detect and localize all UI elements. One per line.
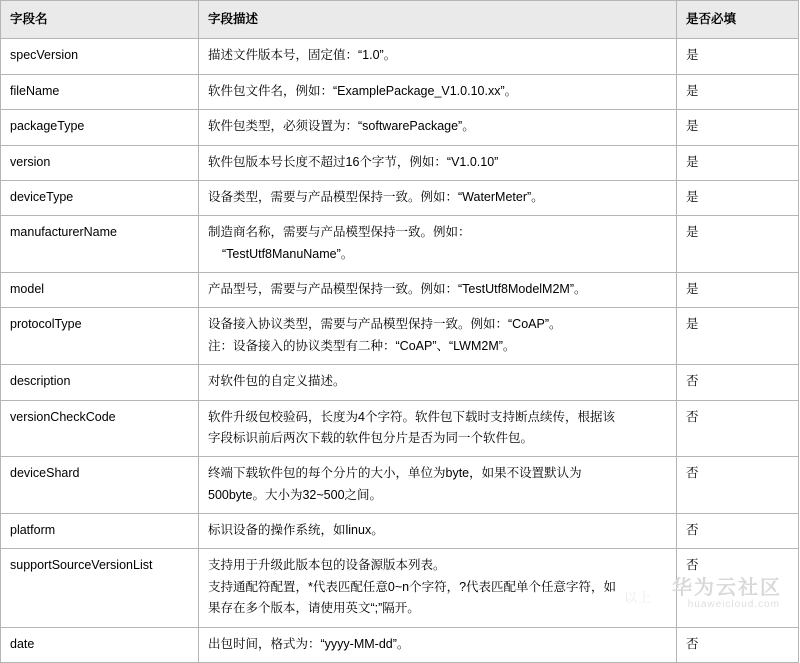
field-name-cell: manufacturerName: [1, 216, 199, 273]
description-line: 产品型号，需要与产品模型保持一致。例如：“TestUtf8ModelM2M”。: [208, 282, 587, 296]
required-cell: 否: [677, 514, 799, 549]
field-name-cell: versionCheckCode: [1, 400, 199, 457]
field-description-cell: [199, 457, 677, 514]
field-name-cell: deviceType: [1, 180, 199, 215]
field-name-cell: protocolType: [1, 308, 199, 365]
required-cell: 是: [677, 145, 799, 180]
description-line: 出包时间，格式为：“yyyy-MM-dd”。: [208, 636, 410, 651]
watermark-ghost-text: 以上: [624, 590, 653, 605]
header-required: 是否必填: [677, 1, 799, 39]
field-description-cell: [199, 145, 677, 180]
table-row: [1, 627, 799, 662]
field-name-cell: description: [1, 365, 199, 400]
description-line: 标识设备的操作系统，如linux。: [208, 523, 384, 537]
field-name-cell: date: [1, 627, 199, 662]
table-row: [1, 365, 799, 400]
table-row: [1, 216, 799, 273]
description-line: 软件包类型，必须设置为：“softwarePackage”。: [208, 119, 475, 134]
table-row: [1, 74, 799, 109]
table-row: [1, 308, 799, 365]
description-line: 软件包文件名，例如：“ExamplePackage_V1.0.10.xx”。: [208, 83, 518, 98]
description-line: 果存在多个版本，请使用英文“;”隔开。: [208, 601, 420, 616]
field-description-cell: [199, 365, 677, 400]
table-row: [1, 514, 799, 549]
field-name-cell: specVersion: [1, 39, 199, 74]
description-line: 设备类型，需要与产品模型保持一致。例如：“WaterMeter”。: [208, 189, 544, 204]
field-name-cell: supportSourceVersionList: [1, 549, 199, 627]
description-line: “TestUtf8ManuName”。: [222, 246, 354, 261]
field-name-cell: packageType: [1, 110, 199, 145]
description-line: 设备接入协议类型，需要与产品模型保持一致。例如：“CoAP”。: [208, 317, 562, 332]
field-name-cell: model: [1, 273, 199, 308]
description-line: 字段标识前后两次下载的软件包分片是否为同一个软件包。: [208, 430, 534, 445]
description-line: 支持用于升级此版本包的设备源版本列表。: [208, 558, 446, 573]
required-cell: 是: [677, 308, 799, 365]
field-description-cell: [199, 110, 677, 145]
field-name-cell: fileName: [1, 74, 199, 109]
required-cell: 是: [677, 216, 799, 273]
header-field-name: 字段名: [1, 1, 199, 39]
field-description-cell: [199, 400, 677, 457]
description-line: 终端下载软件包的每个分片的大小，单位为byte，如果不设置默认为: [208, 466, 582, 481]
description-line: 软件包版本号长度不超过16个字节，例如：“V1.0.10”: [208, 154, 499, 169]
description-line: 描述文件版本号，固定值：“1.0”。: [208, 48, 397, 63]
field-description-cell: [199, 549, 677, 627]
required-cell: 否: [677, 365, 799, 400]
field-description-cell: [199, 39, 677, 74]
table-body: [1, 39, 799, 663]
description-line: 软件升级包校验码，长度为4个字符。软件包下载时支持断点续传，根据该: [208, 409, 615, 424]
table-row: [1, 549, 799, 627]
field-description-cell: [199, 180, 677, 215]
required-cell: 否: [677, 549, 799, 627]
field-name-cell: platform: [1, 514, 199, 549]
required-cell: 是: [677, 74, 799, 109]
description-line: 注：设备接入的协议类型有二种：“CoAP”、“LWM2M”。: [208, 338, 516, 353]
watermark-url: huaweicloud.com: [687, 599, 780, 610]
field-description-cell: [199, 514, 677, 549]
header-row: [1, 1, 799, 39]
required-cell: 是: [677, 180, 799, 215]
field-name-cell: version: [1, 145, 199, 180]
description-line: 制造商名称，需要与产品模型保持一致。例如：: [208, 225, 471, 240]
required-cell: 是: [677, 110, 799, 145]
table-row: [1, 400, 799, 457]
required-cell: 否: [677, 400, 799, 457]
header-field-description: 字段描述: [199, 1, 677, 39]
description-line: 支持通配符配置，*代表匹配任意0~n个字符，?代表匹配单个任意字符，如: [208, 579, 617, 594]
table-row: [1, 145, 799, 180]
required-cell: 否: [677, 627, 799, 662]
table-row: [1, 273, 799, 308]
field-description-cell: [199, 74, 677, 109]
required-cell: 否: [677, 457, 799, 514]
field-description-cell: [199, 216, 677, 273]
field-name-cell: deviceShard: [1, 457, 199, 514]
required-cell: 是: [677, 273, 799, 308]
table-row: [1, 180, 799, 215]
table-row: [1, 39, 799, 74]
table-row: [1, 110, 799, 145]
table-row: [1, 457, 799, 514]
watermark-brand: 华为云社区: [672, 577, 782, 599]
field-description-cell: [199, 273, 677, 308]
field-description-cell: [199, 308, 677, 365]
description-line: 500byte。大小为32~500之间。: [208, 487, 383, 502]
required-cell: 是: [677, 39, 799, 74]
field-description-cell: [199, 627, 677, 662]
description-line: 对软件包的自定义描述。: [208, 374, 346, 389]
table-header: [1, 1, 799, 39]
